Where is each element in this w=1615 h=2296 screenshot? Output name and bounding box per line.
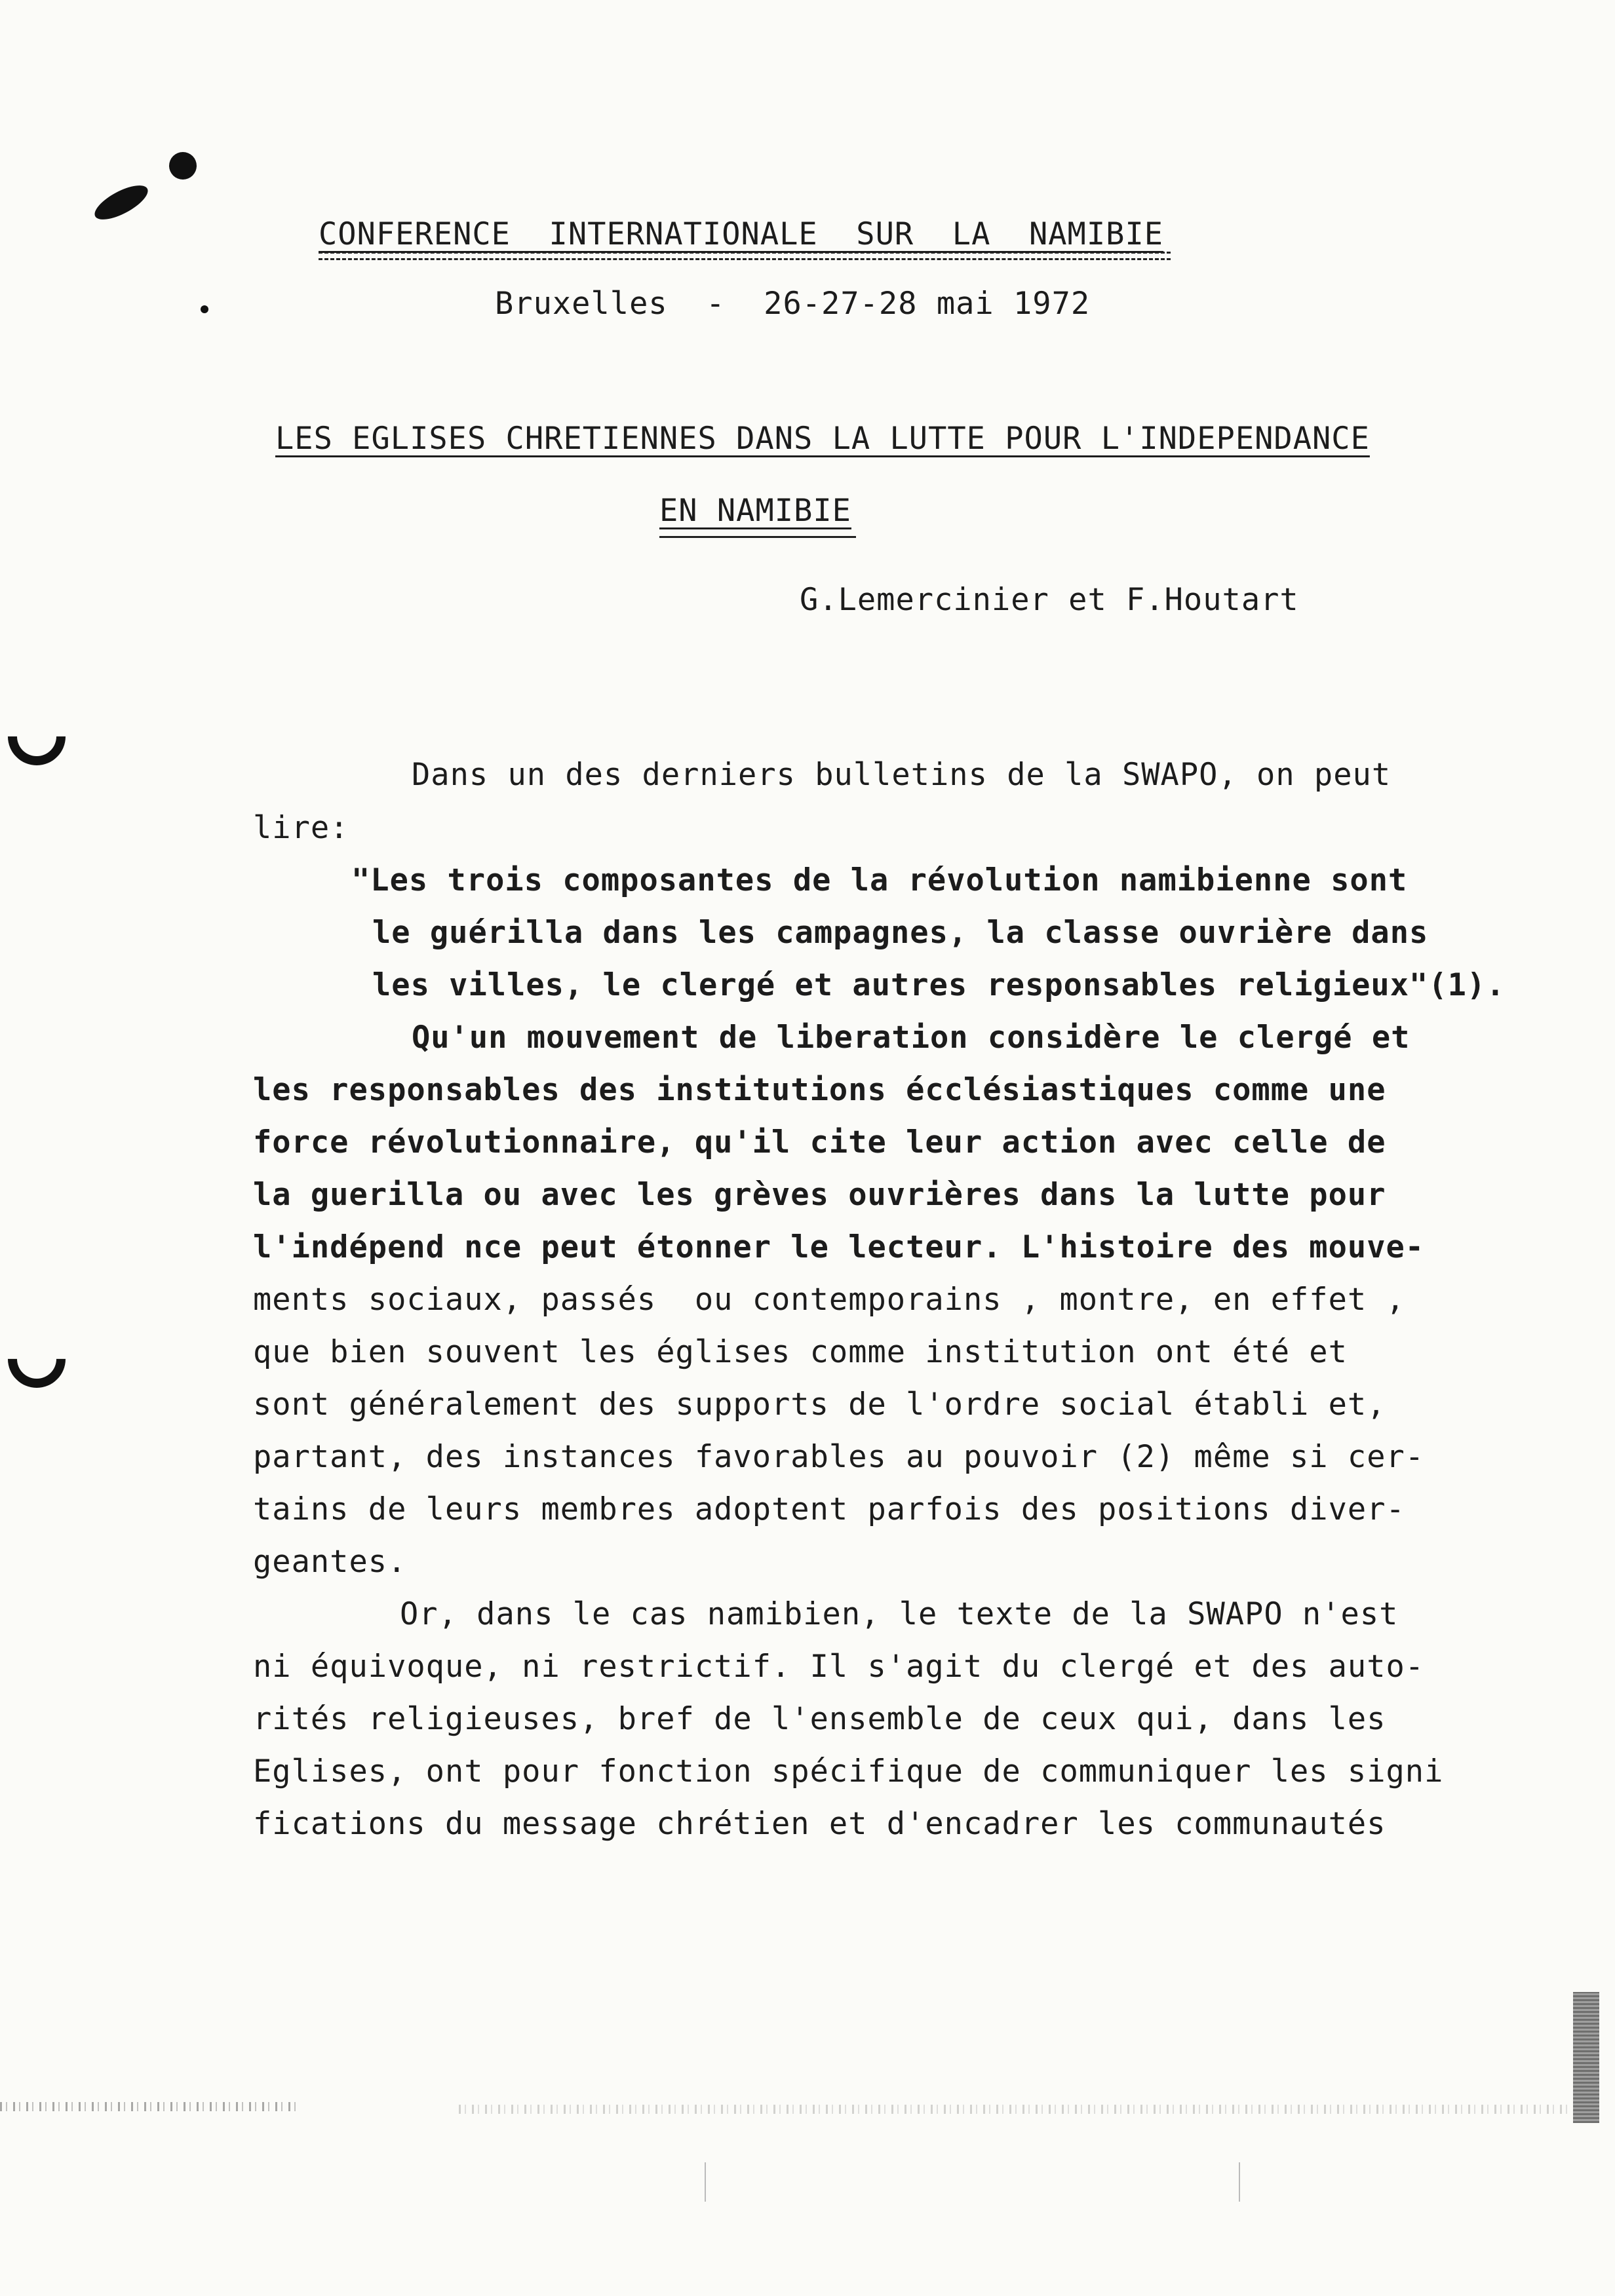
body-line: ments sociaux, passés ou contemporains , montre, en effet , [253, 1282, 1405, 1318]
body-line: Qu'un mouvement de liberation considère le clergé et [412, 1020, 1411, 1056]
scan-edge [1573, 1992, 1599, 2123]
body-line: sont généralement des supports de l'ordre social établi et, [253, 1387, 1386, 1423]
ink-dot [201, 305, 208, 313]
scan-noise [0, 2102, 302, 2111]
body-line: ni équivoque, ni restrictif. Il s'agit du clergé et des auto- [253, 1649, 1425, 1685]
body-line: force révolutionnaire, qu'il cite leur action avec celle de [253, 1124, 1386, 1160]
conference-title: CONFERENCE INTERNATIONALE SUR LA NAMIBIE [319, 216, 1164, 252]
body-line: lire: [253, 810, 349, 846]
body-line: tains de leurs membres adoptent parfois des positions diver- [253, 1491, 1405, 1527]
authors: G.Lemercinier et F.Houtart [800, 582, 1299, 618]
article-title-line-1: LES EGLISES CHRETIENNES DANS LA LUTTE POUR L'INDEPENDANCE [275, 421, 1370, 457]
body-line: partant, des instances favorables au pouvoir (2) même si cer- [253, 1439, 1425, 1475]
scan-line [1239, 2162, 1240, 2202]
quote-line: "Les trois composantes de la révolution namibienne sont [351, 862, 1408, 898]
body-line: Dans un des derniers bulletins de la SWAPO, on peut [412, 757, 1391, 793]
body-line: geantes. [253, 1544, 407, 1580]
ink-blot [90, 179, 152, 226]
body-line: l'indépend nce peut étonner le lecteur. L'histoire des mouve- [253, 1229, 1425, 1265]
date-line: Bruxelles - 26-27-28 mai 1972 [495, 286, 1091, 322]
scan-noise [459, 2105, 1573, 2114]
punch-hole-mark [0, 696, 77, 777]
quote-line: les villes, le clergé et autres responsables religieux"(1). [372, 967, 1506, 1003]
punch-hole-mark [0, 1318, 77, 1400]
quote-line: le guérilla dans les campagnes, la classe ouvrière dans [372, 915, 1429, 951]
body-line: les responsables des institutions écclésiastiques comme une [253, 1072, 1386, 1108]
body-line: Eglises, ont pour fonction spécifique de communiquer les signi [253, 1753, 1444, 1789]
body-line: rités religieuses, bref de l'ensemble de ceux qui, dans les [253, 1701, 1386, 1737]
title-second-underline [659, 536, 856, 538]
scan-line [705, 2162, 706, 2202]
body-line: que bien souvent les églises comme institution ont été et [253, 1334, 1348, 1370]
ink-blot [169, 152, 197, 180]
article-title-line-2: EN NAMIBIE [659, 493, 851, 529]
body-line: fications du message chrétien et d'encadrer les communautés [253, 1806, 1386, 1842]
body-line: Or, dans le cas namibien, le texte de la SWAPO n'est [400, 1596, 1399, 1632]
body-line: la guerilla ou avec les grèves ouvrières dans la lutte pour [253, 1177, 1386, 1213]
title-double-underline [319, 252, 1171, 260]
